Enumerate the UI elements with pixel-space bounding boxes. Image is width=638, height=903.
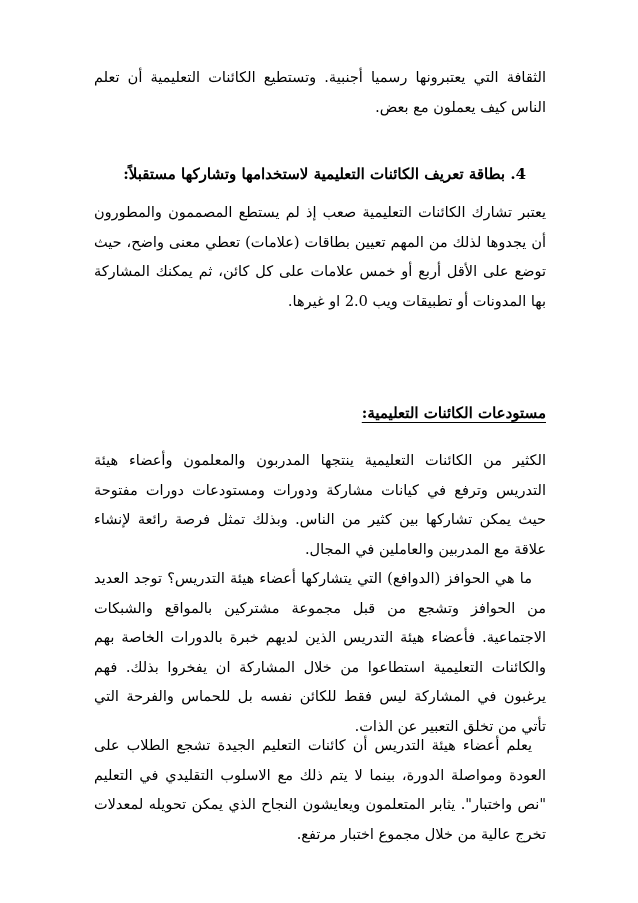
motivation-paragraph [94, 565, 546, 742]
repositories-paragraph [94, 447, 546, 565]
motivation-paragraph-text: ما هي الحوافز (الدوافع) التي يتشاركها أعضاء هيئة التدريس؟ توجد العديد من الحوافز وتشجع من قبل مجموعة مشتركين بالمواقع والشبكات الاجتماعية. فأعضاء هيئة التدريس الذين لديهم خبرة بالدورات الخاصة بهم والكائنات التعليمية استطاعوا من خلال المشاركة ان يفخروا بذلك. فهم يرغبون في المشاركة ليس فقط للكائن نفسه بل للحماس والفرحة التي تأتي من تخلق التعبير عن الذات. [94, 571, 546, 735]
intro-paragraph-text: الثقافة التي يعتبرونها رسميا أجنبية. وتستطيع الكائنات التعليمية أن تعلم الناس كيف يعملون مع بعض. [94, 70, 546, 116]
repositories-paragraph-text: الكثير من الكائنات التعليمية ينتجها المدربون والمعلمون وأعضاء هيئة التدريس وترفع في كيانات مشاركة ودورات ومستودعات دورات مفتوحة حيث يمكن تشاركها بين كثير من الناس. وبذلك تمثل فرصة رائعة لإنشاء علاقة مع المدربين والعاملين في المجال. [94, 453, 546, 558]
encouragement-paragraph-text: يعلم أعضاء هيئة التدريس أن كائنات التعليم الجيدة تشجع الطلاب على العودة ومواصلة الدورة، بينما لا يتم ذلك مع الاسلوب التقليدي في التعليم "نص واختبار". يثابر المتعلمون ويعايشون النجاح الذي يمكن تحويله لمعدلات تخرج عالية من خلال مجموع اختبار مرتفع. [94, 738, 546, 843]
section-paragraph-text: يعتبر تشارك الكائنات التعليمية صعب إذ لم يستطع المصممون والمطورون أن يجدوها لذلك من المهم تعيين بطاقات (علامات) تعطي معنى واضح، حيث توضع على الأقل أربع أو خمس علامات على كل كائن، ثم يمكنك المشاركة بها المدونات أو تطبيقات ويب 2.0 او غيرها. [94, 205, 546, 310]
section-heading: 4. بطاقة تعريف الكائنات التعليمية لاستخدامها وتشاركها مستقبلاً: [123, 165, 526, 183]
section-paragraph [94, 199, 546, 317]
encouragement-paragraph [94, 732, 546, 850]
repositories-heading: مستودعات الكائنات التعليمية: [361, 404, 546, 422]
intro-paragraph [94, 64, 546, 123]
